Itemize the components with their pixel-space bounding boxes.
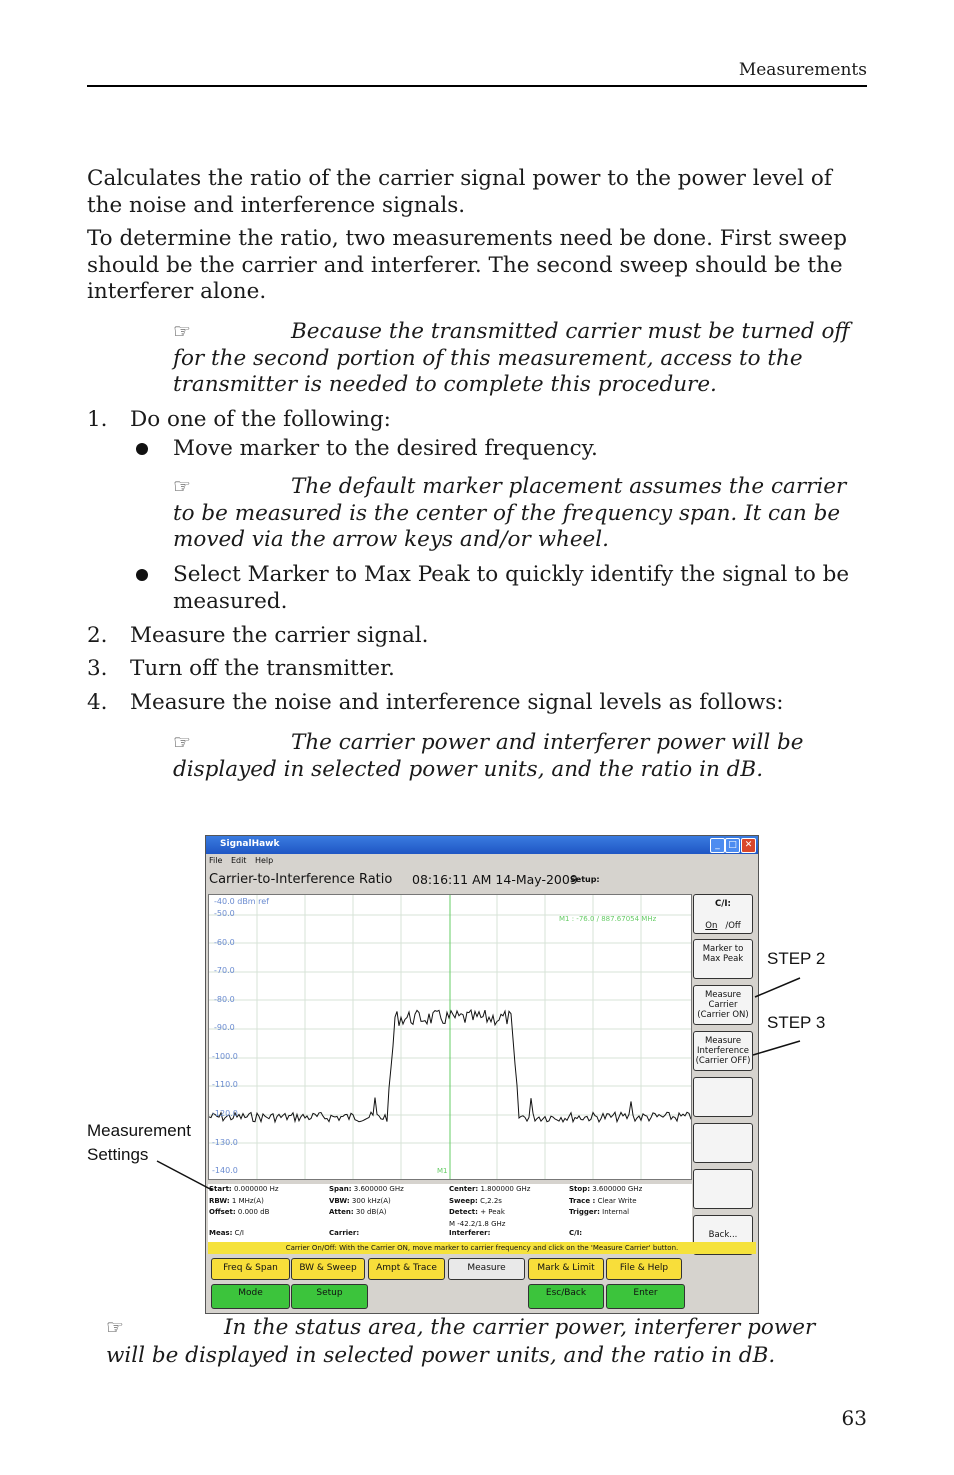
pointing-hand-icon: ☞ (173, 730, 191, 754)
window-title: SignalHawk (220, 839, 280, 849)
menu-file[interactable]: File (209, 856, 223, 865)
help-bar: Carrier On/Off: With the Carrier ON, move marker to carrier frequency and click on the 'Measure Carrier' button. (208, 1242, 756, 1254)
tab-bw-sweep[interactable]: BW & Sweep (291, 1258, 365, 1280)
y-tick: -50.0 (214, 909, 235, 918)
pointing-hand-icon: ☞ (106, 1315, 124, 1339)
step-number: 3. (87, 656, 108, 681)
ci-label: C/I: (715, 899, 731, 909)
step-number: 4. (87, 690, 108, 715)
settings-col-2: Span: 3.600000 GHz VBW: 300 kHz(A) Atten: 30 dB(A) (329, 1185, 404, 1216)
step2-callout: STEP 2 (767, 949, 826, 968)
bullet-text: Select Marker to Max Peak to quickly identify the signal to be measured. (173, 562, 850, 614)
settings-col-4: Stop: 3.600000 GHz Trace : Clear Write Trigger: Internal (569, 1185, 643, 1216)
marker-readout: M1 : -76.0 / 887.67054 MHz (559, 915, 657, 923)
step3-callout: STEP 3 (767, 1013, 826, 1032)
tab-measure[interactable]: Measure (448, 1258, 525, 1280)
measurement-callout: Measurement (87, 1121, 191, 1140)
note-4-text: In the status area, the carrier power, interferer power will be displayed in selected power units, and the ratio in dB. (106, 1315, 816, 1368)
intro-paragraph-1: Calculates the ratio of the carrier signal power to the power level of the noise and interference signals. (87, 166, 832, 218)
note-4 (106, 1313, 836, 1370)
step-text: Do one of the following: (130, 407, 391, 432)
step3-leader (753, 1041, 800, 1055)
enter-button[interactable]: Enter (606, 1284, 685, 1309)
y-tick: -80.0 (214, 995, 235, 1004)
y-tick: -90.0 (214, 1023, 235, 1032)
ci-on-label: On (705, 921, 718, 931)
y-tick: -60.0 (214, 938, 235, 947)
ci-off-label: /Off (725, 921, 741, 931)
measure-interference-button[interactable]: Measure Interference (Carrier OFF) (693, 1031, 753, 1071)
y-tick: -130.0 (212, 1138, 238, 1147)
step-text: Turn off the transmitter. (130, 656, 395, 681)
y-tick: -110.0 (212, 1080, 238, 1089)
step-text: Measure the carrier signal. (130, 623, 429, 648)
tab-freq-span[interactable]: Freq & Span (211, 1258, 290, 1280)
note-1-text: Because the transmitted carrier must be turned off for the second portion of this measurement, access to the transmitter is needed to complete this procedure. (173, 319, 850, 397)
intro-paragraph-2: To determine the ratio, two measurements need be done. First sweep should be the carrier and interferer. The second sweep should be the interferer alone. (87, 226, 847, 304)
tab-mark-limit[interactable]: Mark & Limit (528, 1258, 604, 1280)
measurement-status-row: Meas: C/I Carrier: Interferer: C/I: (208, 1229, 692, 1241)
esc-back-button[interactable]: Esc/Back (528, 1284, 604, 1309)
back-button[interactable]: Back... (693, 1215, 753, 1255)
marker-label: M1 (437, 1167, 448, 1175)
y-tick: -70.0 (214, 966, 235, 975)
pointing-hand-icon: ☞ (173, 474, 191, 498)
settings-callout: Settings (87, 1145, 149, 1164)
setup-button[interactable]: Setup (291, 1284, 368, 1309)
screen-title: Carrier-to-Interference Ratio (209, 872, 393, 887)
bullet-text: Move marker to the desired frequency. (173, 436, 598, 461)
y-tick: -100.0 (212, 1052, 238, 1061)
timestamp: 08:16:11 AM 14-May-2009 (412, 872, 578, 887)
step-number: 2. (87, 623, 108, 648)
note-2-text: The default marker placement assumes the carrier to be measured is the center of the frequency span. It can be moved via the arrow keys and/or wheel. (173, 474, 847, 552)
setup-label: Setup: (570, 875, 600, 884)
reference-level: -40.0 dBm ref (214, 897, 269, 906)
minimize-icon[interactable]: _ (710, 838, 725, 853)
settings-col-1: Start: 0.000000 Hz RBW: 1 MHz(A) Offset: 0.000 dB (209, 1185, 279, 1216)
marker-to-max-peak-button[interactable]: Marker to Max Peak (693, 939, 753, 979)
note-3-text: The carrier power and interferer power will be displayed in selected power units, and the ratio in dB. (173, 730, 804, 782)
settings-leader (157, 1161, 212, 1190)
close-icon[interactable]: ✕ (741, 838, 756, 853)
running-header: Measurements (738, 60, 867, 80)
tab-file-help[interactable]: File & Help (606, 1258, 682, 1280)
measure-carrier-button[interactable]: Measure Carrier (Carrier ON) (693, 985, 753, 1025)
mode-button[interactable]: Mode (211, 1284, 290, 1309)
pointing-hand-icon: ☞ (173, 319, 191, 343)
maximize-icon[interactable]: □ (725, 838, 740, 853)
menu-help[interactable]: Help (254, 856, 274, 865)
page-number: 63 (841, 1406, 867, 1430)
tab-ampt-trace[interactable]: Ampt & Trace (368, 1258, 445, 1280)
menu-edit[interactable]: Edit (230, 856, 247, 865)
step-number: 1. (87, 407, 108, 432)
settings-col-3: Center: 1.800000 GHz Sweep: C,2.2s Detect: + Peak M -42.2/1.8 GHz (449, 1185, 531, 1228)
y-tick: -140.0 (212, 1166, 238, 1175)
step-text: Measure the noise and interference signal levels as follows: (130, 690, 784, 715)
step2-leader (755, 978, 800, 997)
y-tick: -120.0 (212, 1109, 238, 1118)
